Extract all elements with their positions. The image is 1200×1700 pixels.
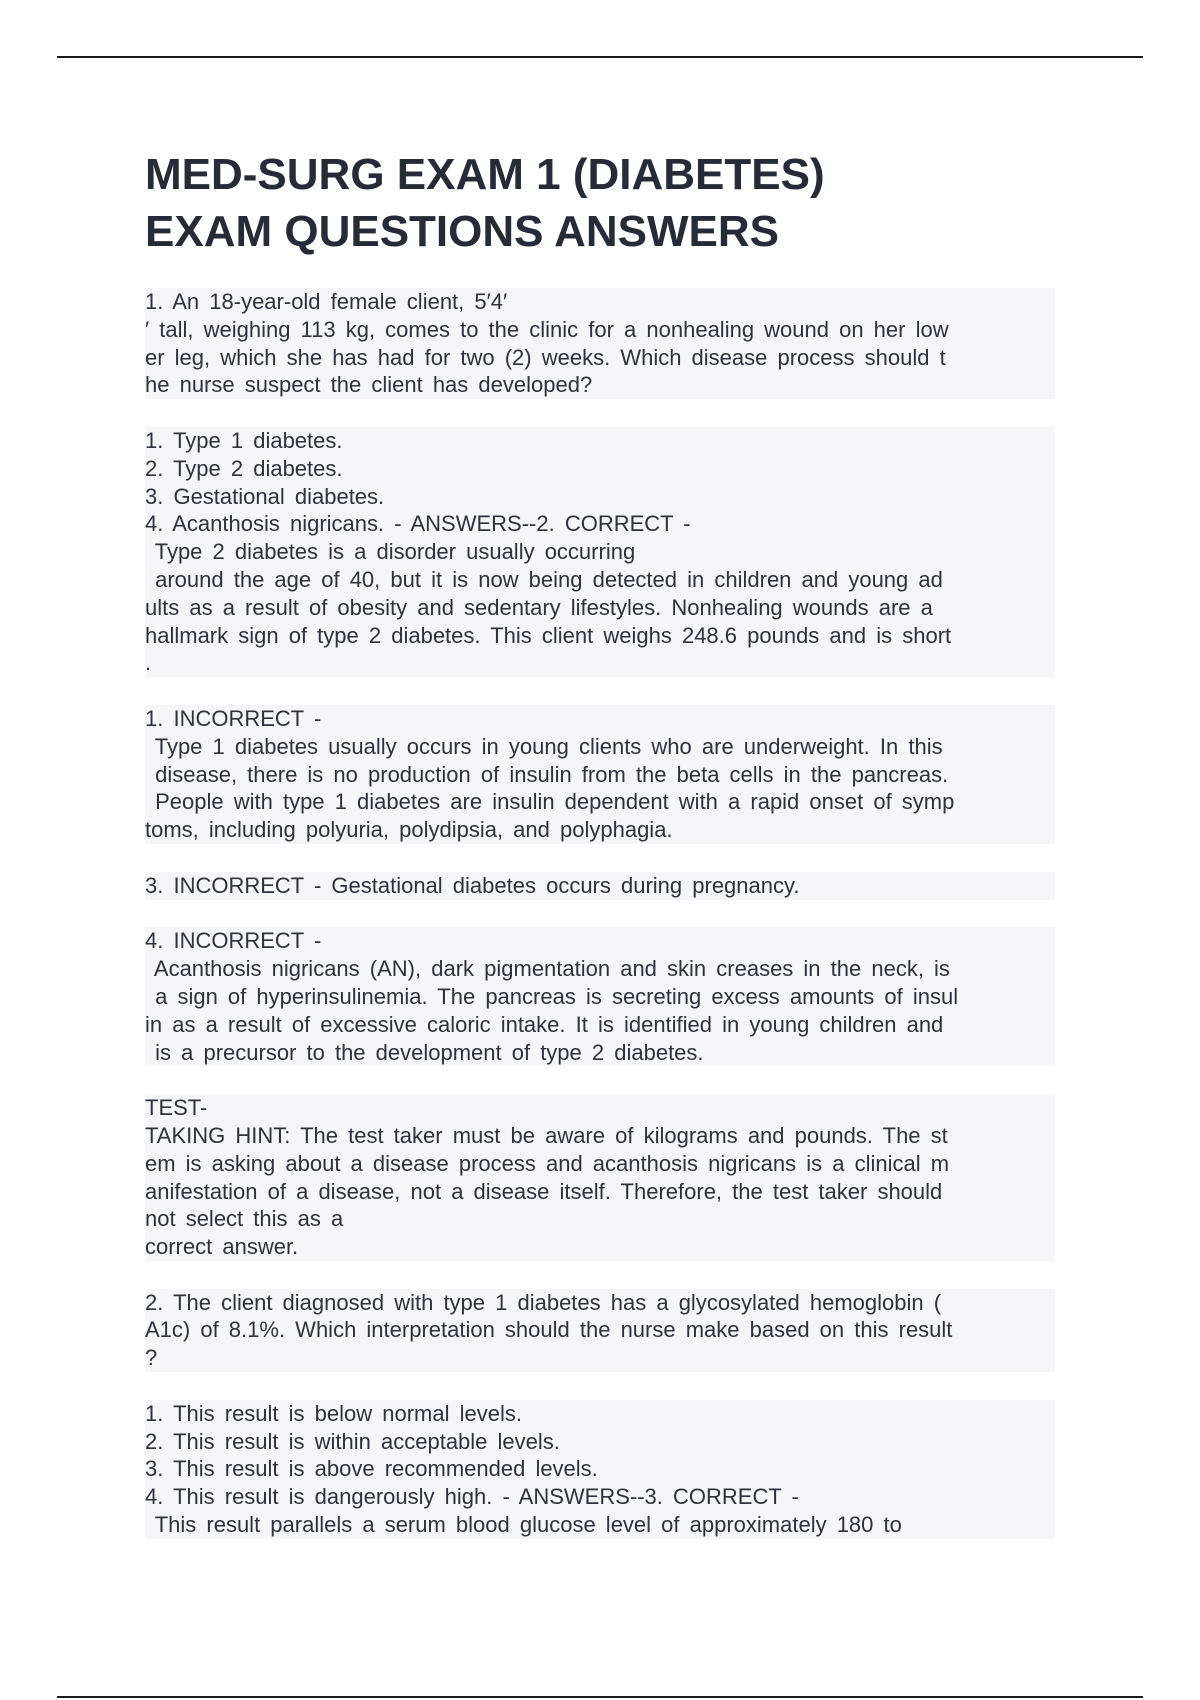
text-line: TAKING HINT: The test taker must be aware of kilograms and pounds. The st [145, 1122, 1055, 1150]
text-line: 3. This result is above recommended levels. [145, 1455, 1055, 1483]
text-line: 1. An 18-year-old female client, 5′4′ [145, 288, 1055, 316]
text-line: TEST- [145, 1094, 1055, 1122]
blank-line [145, 677, 1055, 705]
text-line: 3. INCORRECT - Gestational diabetes occurs during pregnancy. [145, 872, 1055, 900]
text-line: toms, including polyuria, polydipsia, and polyphagia. [145, 816, 1055, 844]
text-line: A1c) of 8.1%. Which interpretation should the nurse make based on this result [145, 1316, 1055, 1344]
text-line: hallmark sign of type 2 diabetes. This client weighs 248.6 pounds and is short [145, 622, 1055, 650]
bottom-rule [57, 1696, 1143, 1698]
page-content [145, 146, 1055, 1539]
text-line: 1. INCORRECT - [145, 705, 1055, 733]
text-line: 2. Type 2 diabetes. [145, 455, 1055, 483]
document-body [145, 288, 1055, 1539]
title-line: EXAM QUESTIONS ANSWERS [145, 207, 779, 256]
text-line: Acanthosis nigricans (AN), dark pigmentation and skin creases in the neck, is [145, 955, 1055, 983]
blank-line [145, 900, 1055, 928]
text-line: Type 2 diabetes is a disorder usually occurring [145, 538, 1055, 566]
text-line: around the age of 40, but it is now being detected in children and young ad [145, 566, 1055, 594]
text-line: 1. This result is below normal levels. [145, 1400, 1055, 1428]
text-line: 4. Acanthosis nigricans. - ANSWERS--2. CORRECT - [145, 510, 1055, 538]
text-line: in as a result of excessive caloric intake. It is identified in young children and [145, 1011, 1055, 1039]
top-rule [57, 56, 1143, 58]
text-line: disease, there is no production of insulin from the beta cells in the pancreas. [145, 761, 1055, 789]
text-line: ? [145, 1344, 1055, 1372]
text-line: not select this as a [145, 1205, 1055, 1233]
text-line: a sign of hyperinsulinemia. The pancreas is secreting excess amounts of insul [145, 983, 1055, 1011]
text-line: 4. This result is dangerously high. - ANSWERS--3. CORRECT - [145, 1483, 1055, 1511]
text-line: he nurse suspect the client has developed? [145, 371, 1055, 399]
document-title [145, 146, 1055, 260]
text-line: This result parallels a serum blood glucose level of approximately 180 to [145, 1511, 1055, 1539]
text-line: 3. Gestational diabetes. [145, 483, 1055, 511]
text-line: 4. INCORRECT - [145, 927, 1055, 955]
text-line: em is asking about a disease process and acanthosis nigricans is a clinical m [145, 1150, 1055, 1178]
text-line: 2. The client diagnosed with type 1 diabetes has a glycosylated hemoglobin ( [145, 1289, 1055, 1317]
text-line: er leg, which she has had for two (2) weeks. Which disease process should t [145, 344, 1055, 372]
blank-line [145, 399, 1055, 427]
text-line: . [145, 649, 1055, 677]
blank-line [145, 1372, 1055, 1400]
text-line: ′ tall, weighing 113 kg, comes to the clinic for a nonhealing wound on her low [145, 316, 1055, 344]
blank-line [145, 1261, 1055, 1289]
text-line: People with type 1 diabetes are insulin dependent with a rapid onset of symp [145, 788, 1055, 816]
text-line: is a precursor to the development of type 2 diabetes. [145, 1039, 1055, 1067]
text-line: correct answer. [145, 1233, 1055, 1261]
title-line: MED-SURG EXAM 1 (DIABETES) [145, 150, 825, 199]
text-line: 1. Type 1 diabetes. [145, 427, 1055, 455]
text-line: Type 1 diabetes usually occurs in young clients who are underweight. In this [145, 733, 1055, 761]
text-line: anifestation of a disease, not a disease itself. Therefore, the test taker should [145, 1178, 1055, 1206]
text-line: 2. This result is within acceptable levels. [145, 1428, 1055, 1456]
text-line: ults as a result of obesity and sedentary lifestyles. Nonhealing wounds are a [145, 594, 1055, 622]
blank-line [145, 1066, 1055, 1094]
blank-line [145, 844, 1055, 872]
